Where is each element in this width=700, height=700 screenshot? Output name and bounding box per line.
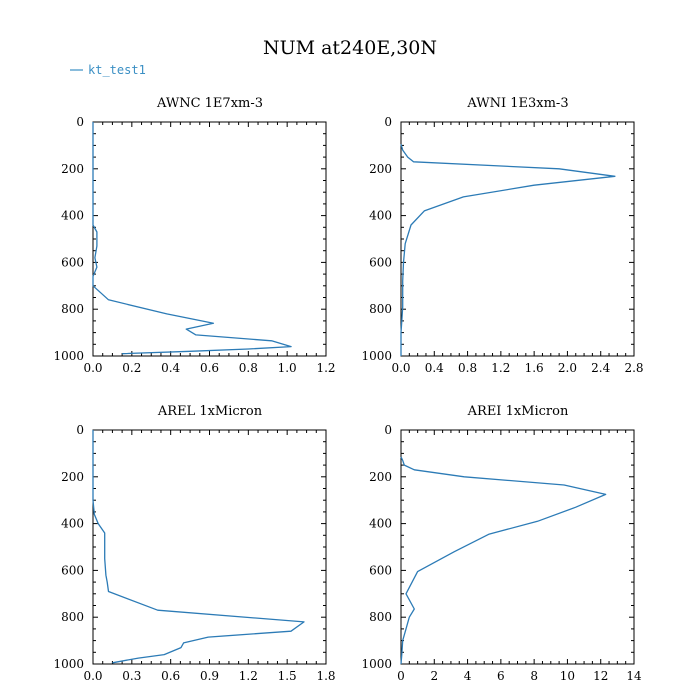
panel-title: AWNI 1E3xm-3: [467, 96, 569, 111]
x-tick-label: 0: [397, 669, 405, 683]
x-tick-label: 0.4: [161, 361, 181, 375]
x-tick-label: 1.8: [316, 669, 336, 683]
x-tick-label: 12: [593, 669, 609, 683]
series-line-0: [401, 144, 615, 356]
x-tick-label: 2: [430, 669, 439, 683]
panel-title: AWNC 1E7xm-3: [156, 96, 264, 111]
y-tick-label: 800: [61, 302, 84, 317]
y-tick-label: 400: [61, 208, 84, 223]
y-tick-label: 800: [369, 302, 392, 317]
x-tick-label: 1.0: [277, 361, 297, 375]
x-tick-label: 1.6: [524, 361, 544, 375]
y-tick-label: 200: [61, 161, 84, 176]
y-tick-label: 200: [369, 161, 392, 176]
y-tick-label: 0: [384, 423, 392, 437]
panel-arel: [53, 404, 335, 683]
plot-frame: [401, 430, 634, 664]
panel-arei: [361, 404, 642, 683]
x-tick-label: 1.2: [316, 361, 336, 375]
y-tick-label: 1000: [361, 349, 392, 363]
x-tick-label: 1.2: [491, 361, 511, 375]
x-tick-label: 0.8: [238, 361, 258, 375]
y-tick-label: 600: [369, 563, 392, 578]
series-line-0: [93, 122, 291, 354]
y-tick-label: 800: [61, 610, 84, 625]
y-tick-label: 0: [76, 423, 84, 437]
y-tick-label: 200: [369, 469, 392, 484]
x-tick-label: 14: [626, 669, 642, 683]
series-line-0: [401, 457, 606, 664]
plot-frame: [93, 122, 326, 356]
legend: [70, 63, 146, 77]
x-tick-label: 2.0: [557, 361, 577, 375]
y-tick-label: 1000: [53, 657, 84, 671]
plot-frame: [401, 122, 634, 356]
x-tick-label: 0.6: [199, 361, 220, 375]
y-tick-label: 1000: [53, 349, 84, 363]
x-tick-label: 0.2: [122, 361, 142, 375]
legend-label: kt_test1: [88, 63, 146, 77]
x-tick-label: 0.9: [199, 669, 220, 683]
x-tick-label: 0.4: [424, 361, 444, 375]
panel-title: AREI 1xMicron: [467, 404, 569, 419]
plot-frame: [93, 430, 326, 664]
y-tick-label: 800: [369, 610, 392, 625]
y-tick-label: 600: [61, 255, 84, 270]
panel-awni: [361, 96, 643, 375]
y-tick-label: 1000: [361, 657, 392, 671]
y-tick-label: 400: [61, 516, 84, 531]
y-tick-label: 200: [61, 469, 84, 484]
y-tick-label: 0: [384, 115, 392, 129]
y-tick-label: 600: [369, 255, 392, 270]
panel-awnc: [53, 96, 335, 375]
x-tick-label: 1.2: [238, 669, 258, 683]
x-tick-label: 0.0: [391, 361, 411, 375]
x-tick-label: 1.5: [277, 669, 297, 683]
x-tick-label: 0.8: [458, 361, 478, 375]
x-tick-label: 8: [530, 669, 538, 683]
series-line-0: [93, 430, 304, 663]
y-tick-label: 400: [369, 208, 392, 223]
x-tick-label: 2.8: [624, 361, 644, 375]
x-tick-label: 0.0: [83, 361, 103, 375]
x-tick-label: 6: [497, 669, 505, 683]
x-tick-label: 0.6: [161, 669, 181, 683]
x-tick-label: 2.4: [591, 361, 611, 375]
x-tick-label: 10: [559, 669, 576, 683]
y-tick-label: 400: [369, 516, 392, 531]
x-tick-label: 4: [463, 669, 472, 683]
x-tick-label: 0.0: [83, 669, 103, 683]
figure-title: NUM at240E,30N: [262, 37, 438, 59]
panel-title: AREL 1xMicron: [157, 404, 263, 419]
y-tick-label: 0: [76, 115, 84, 129]
y-tick-label: 600: [61, 563, 84, 578]
x-tick-label: 0.3: [122, 669, 142, 683]
